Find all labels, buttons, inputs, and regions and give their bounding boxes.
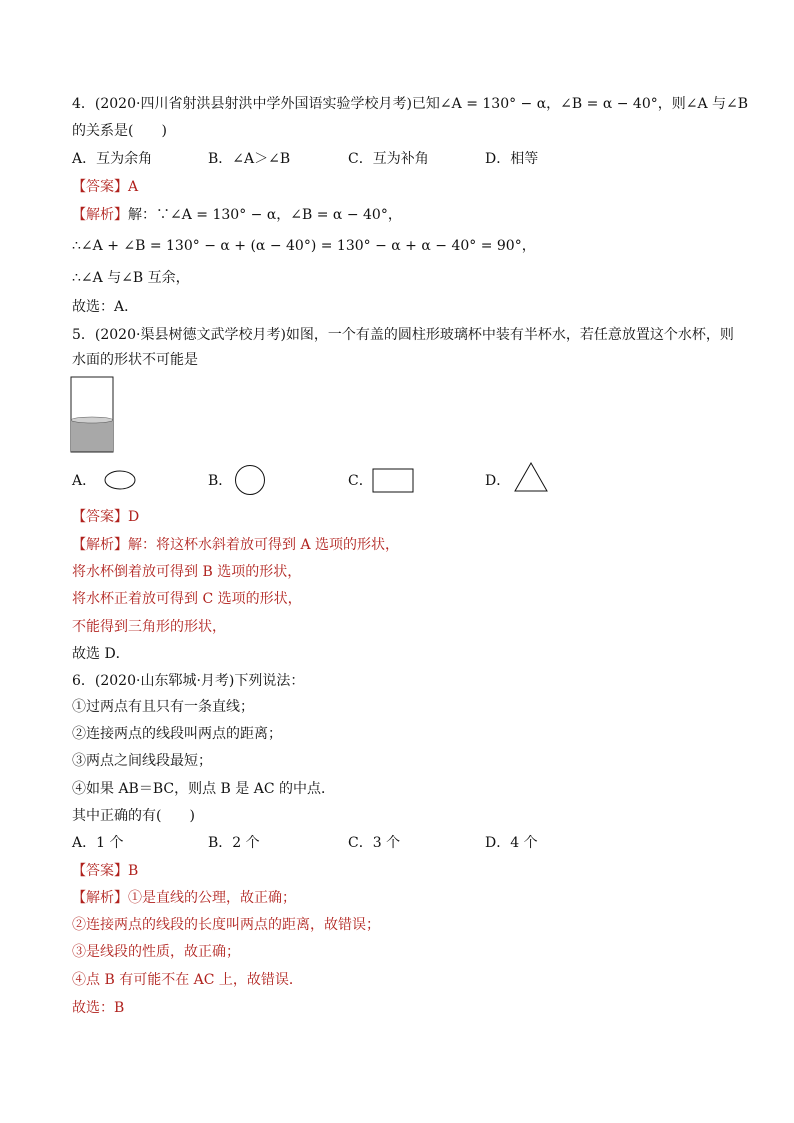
q5-analysis-label: 【解析】 [72,537,128,553]
q5-option-c-label: C． [348,473,373,489]
q4-stem-line1: 4．(2020·四川省射洪县射洪中学外国语实验学校月考)已知∠A = 130° − α，∠B = α − 40°，则∠A 与∠B [72,96,749,112]
q4-option-c: C．互为补角 [348,151,429,167]
q4-analysis-line1 [72,205,402,225]
q6-option-a: A．1 个 [72,835,124,851]
triangle-shape-icon [514,462,550,494]
rectangle-shape-icon [372,468,416,494]
q6-option-b: B．2 个 [208,835,260,851]
q6-analysis-line3: ③是线段的性质，故正确； [72,944,240,960]
q6-statement-3: ③两点之间线段最短； [72,753,212,769]
q5-option-a-label: A． [72,473,97,489]
q5-option-b-label: B． [208,473,233,489]
q4-analysis-label: 【解析】 [72,207,128,223]
q4-stem-line2: 的关系是( ) [72,123,167,139]
q4-answer-label: 【答案】 [72,179,128,195]
q4-analysis-line3: ∴∠A 与∠B 互余， [72,270,190,286]
ellipse-shape-icon [104,469,138,491]
q6-analysis-text1: ①是直线的公理，故正确； [128,890,296,906]
q6-question: 其中正确的有( ) [72,808,195,824]
q4-answer-value: A [128,179,139,195]
q5-answer-label: 【答案】 [72,509,128,525]
q5-analysis-line1 [72,535,399,555]
q6-statement-1: ①过两点有且只有一条直线； [72,699,254,715]
q5-analysis-line4: 不能得到三角形的形状， [72,619,226,635]
circle-shape-icon [234,465,266,497]
q5-conclusion: 故选 D． [72,646,130,662]
q5-answer [72,507,139,527]
q6-answer-label: 【答案】 [72,863,128,879]
q5-analysis-text1: 解：将这杯水斜着放可得到 A 选项的形状， [128,537,400,553]
q6-option-d: D．4 个 [485,835,538,851]
q4-answer [72,177,138,197]
q6-statement-2: ②连接两点的线段叫两点的距离； [72,726,282,742]
q5-answer-value: D [128,509,140,525]
q4-conclusion: 故选：A． [72,299,139,315]
q6-analysis-line4: ④点 B 有可能不在 AC 上，故错误． [72,972,303,988]
q6-statement-4: ④如果 AB＝BC，则点 B 是 AC 的中点． [72,781,336,797]
q5-stem-line2: 水面的形状不可能是 [72,352,198,368]
q6-analysis-label: 【解析】 [72,890,128,906]
q4-option-b: B．∠A＞∠B [208,151,291,167]
cylinder-cup-figure [70,376,114,454]
q6-analysis-line1 [72,888,296,908]
q6-option-c: C．3 个 [348,835,401,851]
q4-option-d: D．相等 [485,151,539,167]
q4-analysis-text1: 解：∵∠A = 130° − α，∠B = α − 40°， [128,207,402,223]
q5-stem-line1: 5．(2020·渠县树德文武学校月考)如图，一个有盖的圆柱形玻璃杯中装有半杯水，若任意放置这个水杯，则 [72,327,734,343]
q4-analysis-line2: ∴∠A + ∠B = 130° − α + (α − 40°) = 130° − α + α − 40° = 90°， [72,238,536,254]
q4-option-a: A．互为余角 [72,151,153,167]
q6-conclusion: 故选：B [72,1000,125,1016]
q5-analysis-line3: 将水杯正着放可得到 C 选项的形状， [72,591,302,607]
q5-analysis-line2: 将水杯倒着放可得到 B 选项的形状， [72,564,302,580]
q5-option-d-label: D． [485,473,511,489]
q6-analysis-line2: ②连接两点的线段的长度叫两点的距离，故错误； [72,917,380,933]
q6-answer-value: B [128,863,139,879]
q6-answer [72,861,138,881]
cup-water-surface [71,417,113,423]
q6-stem-line1: 6．(2020·山东郓城·月考)下列说法： [72,673,305,689]
